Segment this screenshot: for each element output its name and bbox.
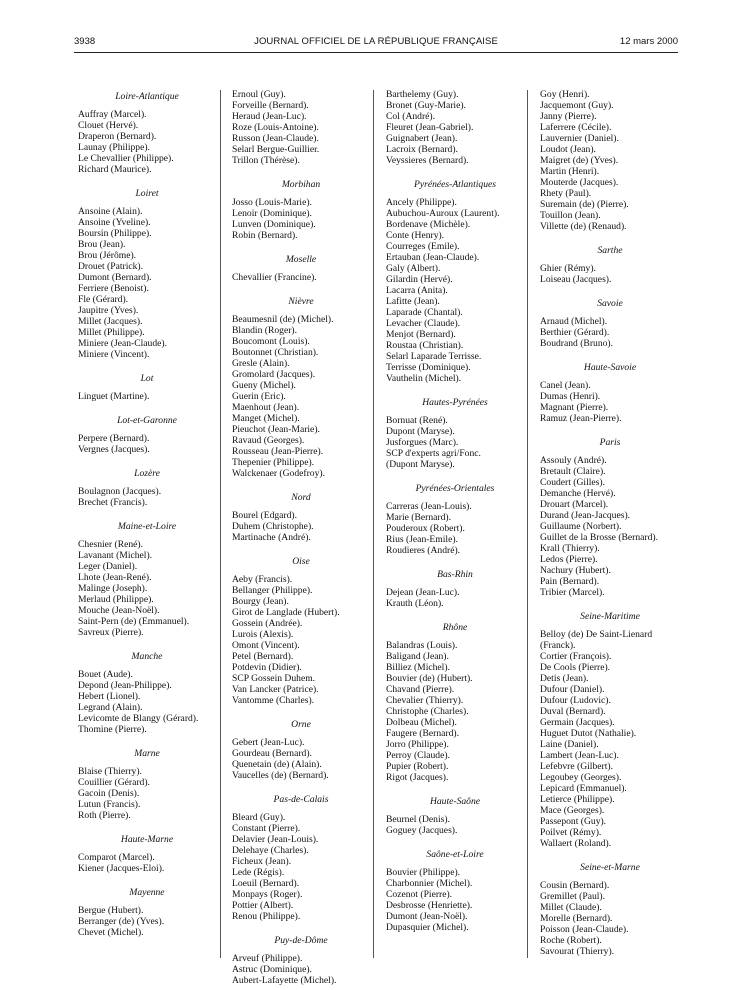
department-heading: Maine-et-Loire bbox=[117, 521, 177, 532]
expert-name: Janny (Pierre). bbox=[540, 111, 597, 122]
expert-name: Col (André). bbox=[386, 111, 436, 122]
expert-name: Loudot (Jean). bbox=[540, 144, 596, 155]
department-heading: Marne bbox=[134, 748, 160, 759]
expert-name: Miniere (Vincent). bbox=[78, 349, 150, 360]
expert-name: Comparot (Marcel). bbox=[78, 852, 155, 863]
expert-name: Laparade (Chantal). bbox=[386, 307, 463, 318]
expert-name: Dumont (Jean-Noël). bbox=[386, 911, 468, 922]
expert-name: Ansoine (Alain). bbox=[78, 206, 143, 217]
expert-name: Assouly (André). bbox=[540, 455, 607, 466]
expert-name: Ansoine (Yveline). bbox=[78, 217, 151, 228]
expert-name: Bretault (Claire). bbox=[540, 466, 606, 477]
header-rule bbox=[74, 52, 678, 53]
expert-name: Magnant (Pierre). bbox=[540, 402, 609, 413]
department-heading: Nièvre bbox=[288, 296, 314, 307]
column-divider bbox=[527, 90, 528, 958]
expert-name: Ertauban (Jean-Claude). bbox=[386, 252, 480, 263]
expert-name: Menjot (Bernard). bbox=[386, 329, 456, 340]
expert-name: Russon (Jean-Claude). bbox=[232, 133, 319, 144]
expert-name: Jusforgues (Marc). bbox=[386, 437, 459, 448]
expert-name: Guignabert (Jean). bbox=[386, 133, 458, 144]
expert-name: Guillet de la Brosse (Bernard). bbox=[540, 532, 659, 543]
expert-name: Bourel (Edgard). bbox=[232, 510, 298, 521]
expert-name: Lede (Régis). bbox=[232, 867, 285, 878]
department-heading: Morbihan bbox=[281, 179, 321, 190]
expert-name: Conte (Henry). bbox=[386, 230, 445, 241]
expert-name: Billiez (Michel). bbox=[386, 662, 450, 673]
expert-name: Aeby (Francis). bbox=[232, 574, 293, 585]
expert-name: Maenhout (Jean). bbox=[232, 402, 300, 413]
expert-name: Dumas (Henri). bbox=[540, 391, 601, 402]
expert-name: Gebert (Jean-Luc). bbox=[232, 737, 305, 748]
expert-name: Demanche (Hervé). bbox=[540, 488, 616, 499]
expert-name: Duval (Bernard). bbox=[540, 706, 606, 717]
expert-name: Barthelemy (Guy). bbox=[386, 89, 459, 100]
expert-name: Thomine (Pierre). bbox=[78, 724, 147, 735]
department-heading: Seine-et-Marne bbox=[580, 862, 640, 873]
expert-name: Linguet (Martine). bbox=[78, 391, 150, 402]
expert-name: Bleard (Guy). bbox=[232, 812, 286, 823]
expert-name: Villette (de) (Renaud). bbox=[540, 221, 627, 232]
expert-name: Chavand (Pierre). bbox=[386, 684, 455, 695]
expert-name: SCP d'experts agri/Fonc. bbox=[386, 448, 481, 459]
department-heading: Pyrénées-Orientales bbox=[415, 483, 495, 494]
expert-name: Dupont (Maryse). bbox=[386, 426, 455, 437]
expert-name: Dejean (Jean-Luc). bbox=[386, 587, 460, 598]
expert-name: Guerin (Eric). bbox=[232, 391, 286, 402]
expert-name: Brou (Jean). bbox=[78, 239, 126, 250]
expert-name: Lefebvre (Gilbert). bbox=[540, 761, 613, 772]
expert-name: Cozenot (Pierre). bbox=[386, 889, 453, 900]
expert-name: Forveille (Bernard). bbox=[232, 100, 309, 111]
expert-name: Charbonnier (Michel). bbox=[386, 878, 473, 889]
expert-name: Laferrere (Cécile). bbox=[540, 122, 612, 133]
expert-name: Carreras (Jean-Louis). bbox=[386, 501, 472, 512]
expert-name: Ernoul (Guy). bbox=[232, 89, 286, 100]
expert-name: Jacquemont (Guy). bbox=[540, 100, 614, 111]
expert-name: Krall (Thierry). bbox=[540, 543, 600, 554]
expert-name: Malinge (Joseph). bbox=[78, 583, 148, 594]
expert-name: (Dupont Maryse). bbox=[386, 459, 455, 470]
department-heading: Pas-de-Calais bbox=[273, 794, 329, 805]
expert-name: Boutonnet (Christian). bbox=[232, 347, 319, 358]
department-heading: Savoie bbox=[597, 298, 623, 309]
expert-name: Loeuil (Bernard). bbox=[232, 878, 300, 889]
expert-name: Gilardin (Hervé). bbox=[386, 274, 453, 285]
expert-name: Vantomme (Charles). bbox=[232, 695, 315, 706]
column-divider bbox=[220, 90, 221, 958]
expert-name: Mace (Georges). bbox=[540, 805, 605, 816]
expert-name: Wallaert (Roland). bbox=[540, 838, 612, 849]
page-number: 3938 bbox=[74, 36, 96, 47]
expert-name: Desbrosse (Henriette). bbox=[386, 900, 473, 911]
expert-name: Constant (Pierre). bbox=[232, 823, 301, 834]
expert-name: Terrisse (Dominique). bbox=[386, 362, 471, 373]
expert-name: Fle (Gérard). bbox=[78, 294, 129, 305]
column-2 bbox=[232, 89, 370, 986]
expert-name: Balandras (Louis). bbox=[386, 640, 458, 651]
expert-name: Goguey (Jacques). bbox=[386, 825, 458, 836]
expert-name: Rigot (Jacques). bbox=[386, 772, 449, 783]
expert-name: Boulagnon (Jacques). bbox=[78, 486, 162, 497]
expert-name: Rius (Jean-Emile). bbox=[386, 534, 458, 545]
expert-name: Chesnier (René). bbox=[78, 539, 144, 550]
column-4 bbox=[540, 89, 680, 957]
expert-name: Bordenave (Michèle). bbox=[386, 219, 471, 230]
expert-name: Boucomont (Louis). bbox=[232, 336, 310, 347]
expert-name: Draperon (Bernard). bbox=[78, 131, 157, 142]
expert-name: Saint-Pern (de) (Emmanuel). bbox=[78, 616, 190, 627]
expert-name: Rousseau (Jean-Pierre). bbox=[232, 446, 324, 457]
expert-name: Gourdeau (Bernard). bbox=[232, 748, 312, 759]
expert-name: Bronet (Guy-Marie). bbox=[386, 100, 466, 111]
expert-name: Drouet (Patrick). bbox=[78, 261, 144, 272]
department-heading: Saône-et-Loire bbox=[426, 849, 484, 860]
expert-name: Renou (Philippe). bbox=[232, 911, 301, 922]
expert-name: Jorro (Philippe). bbox=[386, 739, 449, 750]
expert-name: Tribier (Marcel). bbox=[540, 587, 605, 598]
expert-name: Roudieres (André). bbox=[386, 545, 461, 556]
department-heading: Mayenne bbox=[129, 887, 165, 898]
expert-name: Christophe (Charles). bbox=[386, 706, 469, 717]
expert-name: SCP Gossein Duhem. bbox=[232, 673, 316, 684]
expert-name: Vergnes (Jacques). bbox=[78, 444, 150, 455]
expert-name: Berthier (Gérard). bbox=[540, 327, 610, 338]
expert-name: Delavier (Jean-Louis). bbox=[232, 834, 319, 845]
expert-name: Detis (Jean). bbox=[540, 673, 589, 684]
expert-name: Savourat (Thierry). bbox=[540, 946, 615, 957]
expert-name: Belloy (de) De Saint-Lienard bbox=[540, 629, 653, 640]
department-heading: Hautes-Pyrénées bbox=[422, 397, 488, 408]
expert-name: Brou (Jérôme). bbox=[78, 250, 137, 261]
department-heading: Puy-de-Dôme bbox=[274, 935, 328, 946]
expert-name: Loiseau (Jacques). bbox=[540, 274, 612, 285]
expert-name: Pottier (Albert). bbox=[232, 900, 294, 911]
expert-name: Legoubey (Georges). bbox=[540, 772, 622, 783]
department-heading: Nord bbox=[291, 492, 311, 503]
expert-name: Gueny (Michel). bbox=[232, 380, 296, 391]
expert-name: Gresle (Alain). bbox=[232, 358, 290, 369]
expert-name: Lacroix (Bernard). bbox=[386, 144, 458, 155]
expert-name: Richard (Maurice). bbox=[78, 164, 152, 175]
department-heading: Seine-Maritime bbox=[580, 611, 640, 622]
expert-name: Maigret (de) (Yves). bbox=[540, 155, 619, 166]
expert-name: Dufour (Daniel). bbox=[540, 684, 605, 695]
expert-name: (Franck). bbox=[540, 640, 576, 651]
department-heading: Manche bbox=[131, 651, 163, 662]
department-heading: Pyrénées-Atlantiques bbox=[413, 179, 497, 190]
expert-name: Durand (Jean-Jacques). bbox=[540, 510, 631, 521]
expert-name: Depond (Jean-Philippe). bbox=[78, 680, 172, 691]
expert-name: Cousin (Bernard). bbox=[540, 880, 610, 891]
expert-name: Ficheux (Jean). bbox=[232, 856, 292, 867]
expert-name: Millet (Philippe). bbox=[78, 327, 145, 338]
expert-name: Manget (Michel). bbox=[232, 413, 300, 424]
department-heading: Haute-Saône bbox=[429, 796, 481, 807]
expert-name: Chevallier (Francine). bbox=[232, 272, 317, 283]
expert-name: Ramuz (Jean-Pierre). bbox=[540, 413, 622, 424]
expert-name: Gromolard (Jacques). bbox=[232, 369, 316, 380]
department-heading: Haute-Savoie bbox=[583, 362, 637, 373]
expert-name: Baligand (Jean). bbox=[386, 651, 449, 662]
expert-name: Perroy (Claude). bbox=[386, 750, 450, 761]
department-heading: Lot bbox=[140, 373, 154, 384]
expert-name: Galy (Albert). bbox=[386, 263, 441, 274]
expert-name: Boursin (Philippe). bbox=[78, 228, 152, 239]
expert-name: Bergue (Hubert). bbox=[78, 905, 144, 916]
expert-name: Roze (Louis-Antoine). bbox=[232, 122, 319, 133]
expert-name: Hebert (Lionel). bbox=[78, 691, 141, 702]
expert-name: Potdevin (Didier). bbox=[232, 662, 302, 673]
expert-name: Quenetain (de) (Alain). bbox=[232, 759, 322, 770]
column-divider bbox=[373, 90, 374, 958]
expert-name: Lunven (Dominique). bbox=[232, 219, 316, 230]
column-1 bbox=[78, 89, 216, 938]
expert-name: Gremillet (Paul). bbox=[540, 891, 606, 902]
expert-name: Nachury (Hubert). bbox=[540, 565, 611, 576]
expert-name: Lacarra (Anita). bbox=[386, 285, 448, 296]
expert-name: Bellanger (Philippe). bbox=[232, 585, 313, 596]
expert-name: Ancely (Philippe). bbox=[386, 197, 457, 208]
expert-name: Lepicard (Emmanuel). bbox=[540, 783, 627, 794]
expert-name: Lutun (Francis). bbox=[78, 799, 141, 810]
expert-name: Morelle (Bernard). bbox=[540, 913, 613, 924]
issue-date: 12 mars 2000 bbox=[619, 36, 678, 47]
expert-name: Le Chevallier (Philippe). bbox=[78, 153, 174, 164]
expert-name: Lambert (Jean-Luc). bbox=[540, 750, 619, 761]
expert-name: Couillier (Gérard). bbox=[78, 777, 150, 788]
expert-name: Levicomte de Blangy (Gérard). bbox=[78, 713, 199, 724]
expert-name: Roche (Robert). bbox=[540, 935, 602, 946]
expert-name: Boudrand (Bruno). bbox=[540, 338, 614, 349]
expert-name: Clouet (Hervé). bbox=[78, 120, 139, 131]
department-heading: Moselle bbox=[285, 254, 317, 265]
expert-name: Pain (Bernard). bbox=[540, 576, 600, 587]
department-heading: Paris bbox=[599, 437, 621, 448]
expert-name: Petel (Bernard). bbox=[232, 651, 294, 662]
department-heading: Loiret bbox=[135, 188, 159, 199]
expert-name: Perpere (Bernard). bbox=[78, 433, 150, 444]
expert-name: Canel (Jean). bbox=[540, 380, 591, 391]
expert-name: Letierce (Philippe). bbox=[540, 794, 615, 805]
expert-name: Poilvet (Rémy). bbox=[540, 827, 602, 838]
expert-name: Bouvier (de) (Hubert). bbox=[386, 673, 473, 684]
department-heading: Lot-et-Garonne bbox=[117, 415, 177, 426]
expert-name: Josso (Louis-Marie). bbox=[232, 197, 312, 208]
expert-name: Bouvier (Philippe). bbox=[386, 867, 461, 878]
expert-name: Omont (Vincent). bbox=[232, 640, 300, 651]
expert-name: Blandin (Roger). bbox=[232, 325, 298, 336]
expert-name: Vaucelles (de) (Bernard). bbox=[232, 770, 329, 781]
expert-name: Poisson (Jean-Claude). bbox=[540, 924, 629, 935]
expert-name: Trillon (Thérèse). bbox=[232, 155, 300, 166]
expert-name: Brechet (Francis). bbox=[78, 497, 148, 508]
expert-name: Marie (Bernard). bbox=[386, 512, 451, 523]
expert-name: Faugere (Bernard). bbox=[386, 728, 459, 739]
expert-name: Chevalier (Thierry). bbox=[386, 695, 464, 706]
expert-name: Mouterde (Jacques). bbox=[540, 177, 619, 188]
expert-name: Drouart (Marcel). bbox=[540, 499, 609, 510]
column-3 bbox=[386, 89, 524, 933]
expert-name: Lurois (Alexis). bbox=[232, 629, 294, 640]
expert-name: Rhety (Paul). bbox=[540, 188, 592, 199]
department-heading: Orne bbox=[291, 719, 311, 730]
expert-name: Lauvernier (Daniel). bbox=[540, 133, 619, 144]
expert-name: Selarl Laparade Terrisse. bbox=[386, 351, 482, 362]
expert-name: Selarl Bergue-Guillier. bbox=[232, 144, 320, 155]
expert-name: Martinache (André). bbox=[232, 532, 311, 543]
expert-name: Lenoir (Dominique). bbox=[232, 208, 312, 219]
expert-name: Monpays (Roger). bbox=[232, 889, 303, 900]
expert-name: Launay (Philippe). bbox=[78, 142, 150, 153]
expert-name: Robin (Bernard). bbox=[232, 230, 298, 241]
expert-name: Goy (Henri). bbox=[540, 89, 590, 100]
expert-name: Aubert-Lafayette (Michel). bbox=[232, 975, 337, 986]
expert-name: Thepenier (Philippe). bbox=[232, 457, 315, 468]
expert-name: Roth (Pierre). bbox=[78, 810, 131, 821]
expert-name: Lavanant (Michel). bbox=[78, 550, 153, 561]
expert-name: Pouderoux (Robert). bbox=[386, 523, 465, 534]
department-heading: Bas-Rhin bbox=[437, 569, 473, 580]
expert-name: Lhote (Jean-René). bbox=[78, 572, 152, 583]
expert-name: Suremain (de) (Pierre). bbox=[540, 199, 629, 210]
expert-name: Dumont (Bernard). bbox=[78, 272, 152, 283]
department-heading: Oise bbox=[292, 556, 310, 567]
journal-title: JOURNAL OFFICIEL DE LA RÉPUBLIQUE FRANÇAISE bbox=[254, 36, 498, 47]
expert-name: Beaumesnil (de) (Michel). bbox=[232, 314, 334, 325]
expert-name: Walckenaer (Godefroy). bbox=[232, 468, 325, 479]
expert-name: Arveuf (Philippe). bbox=[232, 953, 303, 964]
expert-name: Laine (Daniel). bbox=[540, 739, 599, 750]
expert-name: Ferriere (Benoist). bbox=[78, 283, 149, 294]
department-heading: Lozère bbox=[134, 468, 160, 479]
expert-name: Ledos (Pierre). bbox=[540, 554, 598, 565]
expert-name: Lafitte (Jean). bbox=[386, 296, 440, 307]
expert-name: Kiener (Jacques-Eloi). bbox=[78, 863, 165, 874]
expert-name: Arnaud (Michel). bbox=[540, 316, 608, 327]
expert-name: Blaise (Thierry). bbox=[78, 766, 142, 777]
expert-name: Delehaye (Charles). bbox=[232, 845, 309, 856]
expert-name: Astruc (Dominique). bbox=[232, 964, 312, 975]
expert-name: Huguet Dutot (Nathalie). bbox=[540, 728, 637, 739]
department-heading: Loire-Atlantique bbox=[115, 91, 179, 102]
expert-name: Touillon (Jean). bbox=[540, 210, 601, 221]
expert-name: Guillaume (Norbert). bbox=[540, 521, 622, 532]
expert-name: Courreges (Emile). bbox=[386, 241, 460, 252]
expert-name: Dufour (Ludovic). bbox=[540, 695, 611, 706]
expert-name: Coudert (Gilles). bbox=[540, 477, 606, 488]
expert-name: Heraud (Jean-Luc). bbox=[232, 111, 307, 122]
expert-name: Miniere (Jean-Claude). bbox=[78, 338, 167, 349]
expert-name: Van Lancker (Patrice). bbox=[232, 684, 319, 695]
expert-name: Jaupitre (Yves). bbox=[78, 305, 139, 316]
expert-name: Vauthelin (Michel). bbox=[386, 373, 462, 384]
expert-name: Mouche (Jean-Noël). bbox=[78, 605, 160, 616]
expert-name: Dolbeau (Michel). bbox=[386, 717, 457, 728]
expert-name: Pupier (Robert). bbox=[386, 761, 449, 772]
expert-name: Savreux (Pierre). bbox=[78, 627, 144, 638]
department-heading: Haute-Marne bbox=[120, 834, 174, 845]
expert-name: Pieuchot (Jean-Marie). bbox=[232, 424, 320, 435]
expert-name: Gacoin (Denis). bbox=[78, 788, 140, 799]
expert-name: Millet (Claude). bbox=[540, 902, 602, 913]
expert-name: Bouet (Aude). bbox=[78, 669, 133, 680]
expert-name: Auffray (Marcel). bbox=[78, 109, 147, 120]
expert-name: Levacher (Claude). bbox=[386, 318, 461, 329]
page-header bbox=[74, 36, 678, 50]
expert-name: Bornuat (René). bbox=[386, 415, 448, 426]
expert-name: Cortier (François). bbox=[540, 651, 612, 662]
expert-name: Leger (Daniel). bbox=[78, 561, 138, 572]
department-heading: Rhône bbox=[442, 622, 468, 633]
expert-name: Ghier (Rémy). bbox=[540, 263, 596, 274]
expert-name: Bourgy (Jean). bbox=[232, 596, 289, 607]
expert-name: Krauth (Léon). bbox=[386, 598, 444, 609]
expert-name: Roustaa (Christian). bbox=[386, 340, 464, 351]
expert-name: Ravaud (Georges). bbox=[232, 435, 305, 446]
expert-name: Dupasquier (Michel). bbox=[386, 922, 469, 933]
expert-name: Fleuret (Jean-Gabriel). bbox=[386, 122, 474, 133]
expert-name: Millet (Jacques). bbox=[78, 316, 143, 327]
expert-name: Girot de Langlade (Hubert). bbox=[232, 607, 340, 618]
expert-name: Berranger (de) (Yves). bbox=[78, 916, 165, 927]
expert-name: Beurnel (Denis). bbox=[386, 814, 450, 825]
expert-name: Legrand (Alain). bbox=[78, 702, 143, 713]
expert-name: Aubuchou-Auroux (Laurent). bbox=[386, 208, 500, 219]
department-heading: Sarthe bbox=[597, 245, 623, 256]
expert-name: Veyssieres (Bernard). bbox=[386, 155, 469, 166]
expert-name: Chevet (Michel). bbox=[78, 927, 144, 938]
expert-name: Duhem (Christophe). bbox=[232, 521, 314, 532]
expert-name: Germain (Jacques). bbox=[540, 717, 615, 728]
expert-name: Passepont (Guy). bbox=[540, 816, 607, 827]
expert-name: De Cools (Pierre). bbox=[540, 662, 611, 673]
expert-name: Martin (Henri). bbox=[540, 166, 600, 177]
expert-name: Gossein (Andrée). bbox=[232, 618, 303, 629]
expert-name: Merlaud (Philippe). bbox=[78, 594, 154, 605]
